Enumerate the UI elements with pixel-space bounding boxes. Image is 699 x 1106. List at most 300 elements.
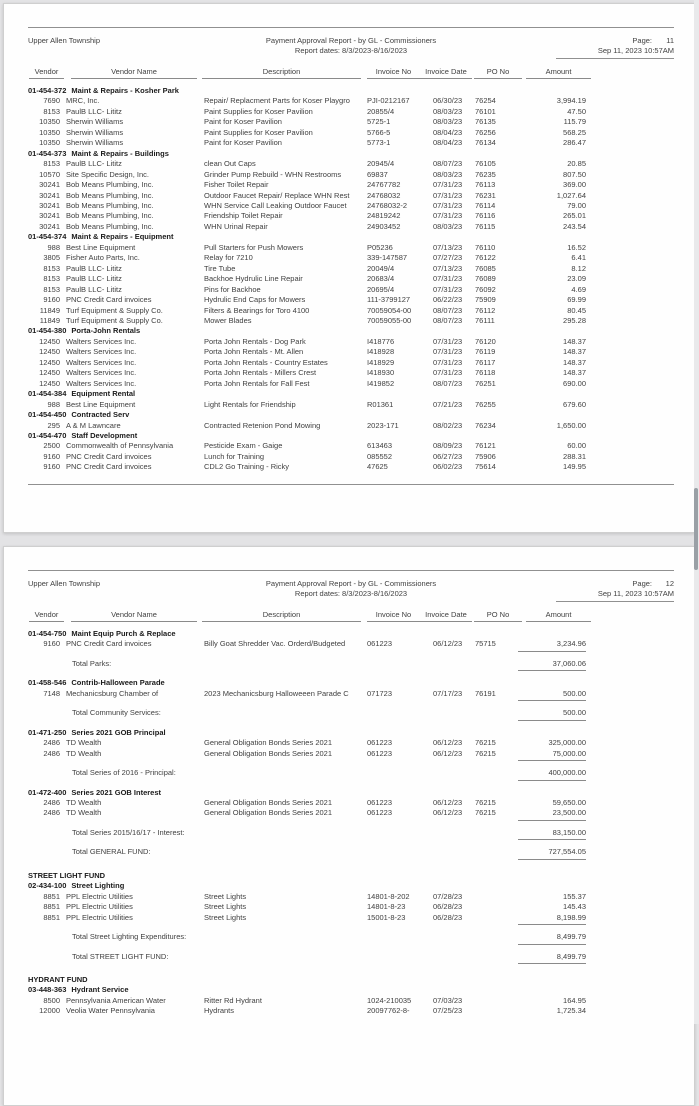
vendor-cell: 12450 bbox=[39, 378, 60, 388]
amount-cell: 690.00 bbox=[563, 378, 586, 388]
vendor-cell: 9160 bbox=[43, 639, 60, 649]
total-amount: 83,150.00 bbox=[518, 828, 586, 840]
invoice-date-cell: 06/02/23 bbox=[433, 462, 463, 472]
description-cell: Hydrants bbox=[204, 1006, 235, 1016]
amount-cell: 20.85 bbox=[567, 159, 586, 169]
col-vendor: Vendor bbox=[29, 65, 64, 79]
invoice-no-cell: 339-147587 bbox=[367, 253, 408, 263]
vendor-cell: 2486 bbox=[43, 808, 60, 818]
amount-cell: 500.00 bbox=[518, 689, 586, 701]
invoice-date-cell: 06/28/23 bbox=[433, 912, 463, 922]
po-no-cell: 76112 bbox=[475, 305, 496, 315]
invoice-no-cell: 24819242 bbox=[367, 211, 401, 221]
col-invoice-no: Invoice No bbox=[367, 65, 420, 79]
invoice-no-cell: 20097762-8- bbox=[367, 1006, 410, 1016]
report-body bbox=[28, 86, 674, 473]
invoice-date-cell: 06/12/23 bbox=[433, 639, 463, 649]
po-no-cell: 76135 bbox=[475, 117, 496, 127]
amount-cell: 3,234.96 bbox=[518, 639, 586, 651]
po-no-cell: 76089 bbox=[475, 274, 496, 284]
invoice-no-cell: 5766-5 bbox=[367, 127, 391, 137]
vendor-cell: 30241 bbox=[39, 190, 60, 200]
vendor-cell: 8153 bbox=[43, 263, 60, 273]
vendor-name-cell: PNC Credit Card invoices bbox=[66, 295, 152, 305]
vendor-cell: 988 bbox=[47, 399, 60, 409]
description-cell: Porta John Rentals - Dog Park bbox=[204, 336, 306, 346]
report-title: Payment Approval Report - by GL - Commissioners bbox=[265, 36, 437, 45]
amount-cell: 3,994.19 bbox=[556, 96, 586, 106]
vendor-cell: 11849 bbox=[39, 305, 60, 315]
vendor-cell: 8851 bbox=[43, 912, 60, 922]
po-no-cell: 76085 bbox=[475, 263, 496, 273]
table-row bbox=[28, 295, 674, 305]
table-row bbox=[28, 452, 674, 462]
vendor-name-cell: Mechanicsburg Chamber of bbox=[66, 688, 159, 698]
page-bottom-rule bbox=[28, 484, 674, 485]
table-row bbox=[28, 892, 674, 902]
amount-cell: 148.37 bbox=[563, 368, 586, 378]
vendor-name-cell: PaulB LLC- Lititz bbox=[66, 263, 122, 273]
po-no-cell: 76105 bbox=[475, 159, 496, 169]
invoice-date-cell: 06/30/23 bbox=[433, 96, 463, 106]
amount-cell: 325,000.00 bbox=[548, 738, 586, 748]
amount-cell: 295.28 bbox=[563, 315, 586, 325]
invoice-date-cell: 06/12/23 bbox=[433, 808, 463, 818]
section-header: 03-448-363 Hydrant Service bbox=[28, 985, 129, 995]
column-headers bbox=[28, 65, 674, 79]
description-cell: Grinder Pump Rebuild - WHN Restrooms bbox=[204, 169, 342, 179]
amount-cell: 164.95 bbox=[563, 995, 586, 1005]
table-row bbox=[28, 117, 674, 127]
description-cell: General Obligation Bonds Series 2021 bbox=[204, 748, 332, 758]
invoice-date-cell: 08/04/23 bbox=[433, 138, 463, 148]
invoice-date-cell: 08/03/23 bbox=[433, 221, 463, 231]
vendor-name-cell: PaulB LLC- Lititz bbox=[66, 274, 122, 284]
total-amount: 8,499.79 bbox=[518, 952, 586, 964]
table-row bbox=[28, 138, 674, 148]
col-po-no: PO No bbox=[474, 608, 522, 622]
vendor-cell: 10570 bbox=[39, 169, 60, 179]
invoice-no-cell: 70059055-00 bbox=[367, 315, 412, 325]
table-row bbox=[28, 306, 674, 316]
vendor-name-cell: Turf Equipment & Supply Co. bbox=[66, 315, 163, 325]
invoice-no-cell: 14801-8-23 bbox=[367, 902, 406, 912]
vendor-cell: 2486 bbox=[43, 797, 60, 807]
description-cell: General Obligation Bonds Series 2021 bbox=[204, 738, 332, 748]
vendor-cell: 12450 bbox=[39, 368, 60, 378]
table-row bbox=[28, 689, 674, 701]
table-row bbox=[28, 191, 674, 201]
vendor-name-cell: Bob Means Plumbing, Inc. bbox=[66, 221, 154, 231]
amount-cell: 148.37 bbox=[563, 336, 586, 346]
total-label: Total GENERAL FUND: bbox=[72, 847, 151, 857]
invoice-no-cell: 47625 bbox=[367, 462, 388, 472]
invoice-date-cell: 08/09/23 bbox=[433, 441, 463, 451]
fund-header: STREET LIGHT FUND bbox=[28, 870, 106, 880]
description-cell: Porta John Rentals for Fall Fest bbox=[204, 378, 310, 388]
table-row bbox=[28, 996, 674, 1006]
vendor-cell: 10350 bbox=[39, 127, 60, 137]
vendor-name-cell: MRC, Inc. bbox=[66, 96, 100, 106]
amount-cell: 288.31 bbox=[563, 451, 586, 461]
table-row bbox=[28, 159, 674, 169]
invoice-date-cell: 08/07/23 bbox=[433, 305, 463, 315]
amount-cell: 60.00 bbox=[567, 441, 586, 451]
total-amount: 37,060.06 bbox=[518, 659, 586, 671]
table-row bbox=[28, 347, 674, 357]
vendor-name-cell: PaulB LLC- Lititz bbox=[66, 284, 122, 294]
description-cell: Friendship Toilet Repair bbox=[204, 211, 283, 221]
vendor-cell: 2500 bbox=[43, 441, 60, 451]
vendor-cell: 8153 bbox=[43, 274, 60, 284]
amount-cell: 155.37 bbox=[563, 891, 586, 901]
table-row bbox=[28, 285, 674, 295]
invoice-date-cell: 06/28/23 bbox=[433, 902, 463, 912]
table-row bbox=[28, 358, 674, 368]
section-header: 01-454-374 Maint & Repairs - Equipment bbox=[28, 232, 174, 242]
invoice-date-cell: 08/07/23 bbox=[433, 315, 463, 325]
invoice-date-cell: 08/02/23 bbox=[433, 420, 463, 430]
invoice-no-cell: 061223 bbox=[367, 738, 393, 748]
vendor-cell: 8153 bbox=[43, 106, 60, 116]
amount-cell: 79.00 bbox=[567, 200, 586, 210]
description-cell: Ritter Rd Hydrant bbox=[204, 995, 262, 1005]
po-no-cell: 75614 bbox=[475, 462, 496, 472]
vendor-name-cell: PPL Electric Utilities bbox=[66, 912, 133, 922]
vendor-name-cell: Turf Equipment & Supply Co. bbox=[66, 305, 163, 315]
po-no-cell: 76115 bbox=[475, 221, 496, 231]
invoice-date-cell: 07/13/23 bbox=[433, 263, 463, 273]
po-no-cell: 76110 bbox=[475, 242, 496, 252]
vendor-name-cell: Best Line Equipment bbox=[66, 242, 136, 252]
scrollbar-track[interactable] bbox=[694, 0, 699, 1024]
description-cell: General Obligation Bonds Series 2021 bbox=[204, 797, 332, 807]
invoice-date-cell: 08/03/23 bbox=[433, 169, 463, 179]
vendor-cell: 12450 bbox=[39, 336, 60, 346]
total-amount: 400,000.00 bbox=[518, 768, 586, 780]
vendor-name-cell: TD Wealth bbox=[66, 797, 102, 807]
total-label: Total Street Lighting Expenditures: bbox=[72, 932, 187, 942]
description-cell: Repair/ Replacment Parts for Koser Playgro bbox=[204, 96, 350, 106]
invoice-no-cell: 70059054-00 bbox=[367, 305, 412, 315]
amount-cell: 80.45 bbox=[567, 305, 586, 315]
vendor-name-cell: PNC Credit Card invoices bbox=[66, 639, 152, 649]
vendor-cell: 12450 bbox=[39, 347, 60, 357]
vendor-cell: 2486 bbox=[43, 748, 60, 758]
table-row bbox=[28, 107, 674, 117]
vendor-name-cell: Walters Services Inc. bbox=[66, 378, 137, 388]
description-cell: Contracted Retenion Pond Mowing bbox=[204, 420, 321, 430]
invoice-no-cell: PJI-0212167 bbox=[367, 96, 410, 106]
amount-cell: 145.43 bbox=[563, 902, 586, 912]
vendor-name-cell: Best Line Equipment bbox=[66, 399, 136, 409]
po-no-cell: 76121 bbox=[475, 441, 496, 451]
invoice-date-cell: 07/31/23 bbox=[433, 347, 463, 357]
vendor-cell: 3805 bbox=[43, 253, 60, 263]
description-cell: Fisher Toilet Repair bbox=[204, 180, 269, 190]
po-no-cell bbox=[472, 996, 518, 1006]
section-header: 01-472-400 Series 2021 GOB Interest bbox=[28, 787, 162, 797]
vendor-name-cell: PNC Credit Card invoices bbox=[66, 462, 152, 472]
po-no-cell: 76235 bbox=[475, 169, 496, 179]
po-no-cell bbox=[472, 892, 518, 902]
vendor-name-cell: Commonwealth of Pennsylvania bbox=[66, 441, 174, 451]
description-cell: WHN Urinal Repair bbox=[204, 221, 268, 231]
invoice-date-cell: 06/27/23 bbox=[433, 451, 463, 461]
amount-cell: 75,000.00 bbox=[518, 749, 586, 761]
invoice-no-cell: I418928 bbox=[367, 347, 395, 357]
amount-cell: 23.09 bbox=[567, 274, 586, 284]
po-no-cell: 76101 bbox=[475, 106, 496, 116]
table-row bbox=[28, 222, 674, 232]
invoice-no-cell: 061223 bbox=[367, 808, 393, 818]
vendor-name-cell: TD Wealth bbox=[66, 808, 102, 818]
section-header: 01-454-380 Porta-John Rentals bbox=[28, 326, 141, 336]
invoice-date-cell: 07/03/23 bbox=[433, 995, 463, 1005]
description-cell: Paint Supplies for Koser Pavilion bbox=[204, 127, 313, 137]
vendor-name-cell: PPL Electric Utilities bbox=[66, 891, 133, 901]
amount-cell: 149.95 bbox=[563, 462, 586, 472]
total-label: Total STREET LIGHT FUND: bbox=[72, 951, 169, 961]
vendor-name-cell: PPL Electric Utilities bbox=[66, 902, 133, 912]
report-dates: Report dates: 8/3/2023-8/16/2023 bbox=[294, 589, 408, 598]
invoice-date-cell: 07/31/23 bbox=[433, 190, 463, 200]
section-header: 01-454-450 Contracted Serv bbox=[28, 410, 130, 420]
po-no-cell: 76111 bbox=[475, 315, 495, 325]
table-row bbox=[28, 170, 674, 180]
vendor-cell: 9160 bbox=[43, 295, 60, 305]
col-vendor-name: Vendor Name bbox=[71, 608, 197, 622]
invoice-date-cell: 08/07/23 bbox=[433, 378, 463, 388]
description-cell: Paint Supplies for Koser Pavilion bbox=[204, 106, 313, 116]
section-header: 01-454-373 Maint & Repairs - Buildings bbox=[28, 148, 169, 158]
invoice-date-cell: 07/31/23 bbox=[433, 200, 463, 210]
po-no-cell: 76231 bbox=[475, 190, 496, 200]
amount-cell: 148.37 bbox=[563, 347, 586, 357]
table-row bbox=[28, 337, 674, 347]
page-number: Page: 12 bbox=[632, 579, 675, 588]
total-row bbox=[28, 847, 674, 859]
vendor-cell: 8153 bbox=[43, 159, 60, 169]
amount-cell: 679.60 bbox=[563, 399, 586, 409]
invoice-date-cell: 06/12/23 bbox=[433, 738, 463, 748]
description-cell: Porta John Rentals - Country Estates bbox=[204, 357, 328, 367]
page-top-rule bbox=[28, 27, 674, 28]
vendor-name-cell: Veolia Water Pennsylvania bbox=[66, 1006, 155, 1016]
total-row bbox=[28, 932, 674, 944]
po-no-cell: 76191 bbox=[475, 688, 496, 698]
total-label: Total Series of 2016 - Principal: bbox=[72, 768, 176, 778]
vendor-name-cell: Bob Means Plumbing, Inc. bbox=[66, 211, 154, 221]
report-page-12 bbox=[3, 546, 695, 1106]
invoice-no-cell: 24903452 bbox=[367, 221, 401, 231]
invoice-date-cell: 07/31/23 bbox=[433, 357, 463, 367]
section-header: 01-458-546 Contrib-Halloween Parade bbox=[28, 678, 165, 688]
table-row bbox=[28, 201, 674, 211]
amount-cell: 59,650.00 bbox=[552, 797, 586, 807]
description-cell: General Obligation Bonds Series 2021 bbox=[204, 808, 332, 818]
description-cell: Relay for 7210 bbox=[204, 253, 253, 263]
print-timestamp: Sep 11, 2023 10:57AM bbox=[597, 589, 675, 598]
section-header: 01-471-250 Series 2021 GOB Principal bbox=[28, 727, 166, 737]
total-row bbox=[28, 768, 674, 780]
amount-cell: 568.25 bbox=[563, 127, 586, 137]
invoice-date-cell: 06/12/23 bbox=[433, 797, 463, 807]
fund-header: HYDRANT FUND bbox=[28, 974, 88, 984]
amount-cell: 23,500.00 bbox=[518, 808, 586, 820]
table-row bbox=[28, 368, 674, 378]
amount-cell: 8.12 bbox=[571, 263, 586, 273]
table-row bbox=[28, 798, 674, 808]
table-row bbox=[28, 400, 674, 410]
amount-cell: 369.00 bbox=[563, 180, 586, 190]
amount-cell: 16.52 bbox=[567, 242, 586, 252]
vendor-name-cell: Bob Means Plumbing, Inc. bbox=[66, 200, 154, 210]
col-vendor-name: Vendor Name bbox=[71, 65, 197, 79]
invoice-no-cell: 20945/4 bbox=[367, 159, 395, 169]
header-right-rule bbox=[556, 601, 674, 602]
vendor-cell: 10350 bbox=[39, 117, 60, 127]
po-no-cell: 76256 bbox=[475, 127, 496, 137]
po-no-cell: 76234 bbox=[475, 420, 496, 430]
po-no-cell: 76122 bbox=[475, 253, 496, 263]
total-row bbox=[28, 708, 674, 720]
table-row bbox=[28, 128, 674, 138]
po-no-cell: 76092 bbox=[475, 284, 496, 294]
invoice-date-cell: 07/31/23 bbox=[433, 180, 463, 190]
col-invoice-date: Invoice Date bbox=[420, 608, 472, 622]
invoice-no-cell: R01361 bbox=[367, 399, 394, 409]
vendor-name-cell: PNC Credit Card invoices bbox=[66, 451, 152, 461]
amount-cell: 4.69 bbox=[571, 284, 586, 294]
col-po-no: PO No bbox=[474, 65, 522, 79]
table-row bbox=[28, 253, 674, 263]
table-row bbox=[28, 379, 674, 389]
invoice-no-cell: 2023-171 bbox=[367, 420, 399, 430]
invoice-date-cell: 06/22/23 bbox=[433, 295, 463, 305]
invoice-no-cell: 061223 bbox=[367, 797, 393, 807]
invoice-date-cell: 08/04/23 bbox=[433, 127, 463, 137]
invoice-date-cell: 08/03/23 bbox=[433, 106, 463, 116]
invoice-no-cell: 15001-8-23 bbox=[367, 912, 406, 922]
amount-cell: 47.50 bbox=[567, 106, 586, 116]
total-label: Total Series 2015/16/17 - Interest: bbox=[72, 827, 185, 837]
table-row bbox=[28, 462, 674, 472]
invoice-no-cell: 24768032-2 bbox=[367, 200, 408, 210]
invoice-no-cell: 061223 bbox=[367, 639, 393, 649]
description-cell: Light Rentals for Friendship bbox=[204, 399, 296, 409]
vendor-name-cell: Bob Means Plumbing, Inc. bbox=[66, 190, 154, 200]
table-row bbox=[28, 913, 674, 925]
description-cell: Paint for Koser Pavilion bbox=[204, 138, 282, 148]
amount-cell: 69.99 bbox=[567, 295, 586, 305]
po-no-cell: 76255 bbox=[475, 399, 496, 409]
vendor-cell: 2486 bbox=[43, 738, 60, 748]
report-body bbox=[28, 629, 674, 1017]
invoice-date-cell: 07/25/23 bbox=[433, 1006, 463, 1016]
description-cell: Outdoor Faucet Repair/ Replace WHN Rest bbox=[204, 190, 350, 200]
invoice-no-cell: 20683/4 bbox=[367, 274, 395, 284]
description-cell: Street Lights bbox=[204, 902, 247, 912]
total-row bbox=[28, 659, 674, 671]
vendor-name-cell: PaulB LLC- Lititz bbox=[66, 159, 122, 169]
invoice-date-cell: 08/03/23 bbox=[433, 117, 463, 127]
vendor-name-cell: A & M Lawncare bbox=[66, 420, 121, 430]
table-row bbox=[28, 749, 674, 761]
invoice-date-cell: 06/12/23 bbox=[433, 748, 463, 758]
invoice-no-cell: 14801-8-202 bbox=[367, 891, 410, 901]
description-cell: clean Out Caps bbox=[204, 159, 256, 169]
vendor-cell: 30241 bbox=[39, 180, 60, 190]
po-no-cell bbox=[472, 902, 518, 912]
scrollbar-thumb[interactable] bbox=[694, 488, 698, 570]
vendor-name-cell: Bob Means Plumbing, Inc. bbox=[66, 180, 154, 190]
vendor-cell: 10350 bbox=[39, 138, 60, 148]
vendor-name-cell: Sherwin Williams bbox=[66, 127, 124, 137]
description-cell: Mower Blades bbox=[204, 315, 252, 325]
description-cell: WHN Service Call Leaking Outdoor Faucet bbox=[204, 200, 347, 210]
invoice-no-cell: I418776 bbox=[367, 336, 395, 346]
invoice-date-cell: 07/28/23 bbox=[433, 891, 463, 901]
amount-cell: 1,725.34 bbox=[556, 1006, 586, 1016]
invoice-no-cell: 613463 bbox=[367, 441, 393, 451]
vendor-cell: 8851 bbox=[43, 902, 60, 912]
description-cell: Street Lights bbox=[204, 891, 247, 901]
col-vendor: Vendor bbox=[29, 608, 64, 622]
report-page-11 bbox=[3, 3, 695, 533]
invoice-date-cell: 08/07/23 bbox=[433, 159, 463, 169]
vendor-name-cell: Sherwin Williams bbox=[66, 117, 124, 127]
vendor-name-cell: Walters Services Inc. bbox=[66, 336, 137, 346]
print-timestamp: Sep 11, 2023 10:57AM bbox=[597, 46, 675, 55]
col-description: Description bbox=[202, 65, 361, 79]
description-cell: Tire Tube bbox=[204, 263, 236, 273]
vendor-cell: 12450 bbox=[39, 357, 60, 367]
po-no-cell: 76114 bbox=[475, 200, 496, 210]
amount-cell: 243.54 bbox=[563, 221, 586, 231]
invoice-no-cell: I419852 bbox=[367, 378, 395, 388]
report-company: Upper Allen Township bbox=[28, 579, 100, 588]
table-row bbox=[28, 808, 674, 820]
invoice-date-cell: 07/17/23 bbox=[433, 688, 463, 698]
total-amount: 500.00 bbox=[518, 708, 586, 720]
vendor-name-cell: Walters Services Inc. bbox=[66, 368, 137, 378]
po-no-cell: 75909 bbox=[475, 295, 496, 305]
po-no-cell bbox=[472, 1006, 518, 1016]
invoice-no-cell: 24767782 bbox=[367, 180, 401, 190]
amount-cell: 115.79 bbox=[563, 117, 586, 127]
amount-cell: 1,650.00 bbox=[556, 420, 586, 430]
po-no-cell bbox=[472, 913, 518, 925]
total-amount: 8,499.79 bbox=[518, 932, 586, 944]
page-number: Page: 11 bbox=[632, 36, 675, 45]
table-row bbox=[28, 441, 674, 451]
vendor-name-cell: Fisher Auto Parts, Inc. bbox=[66, 253, 140, 263]
po-no-cell: 76113 bbox=[475, 180, 496, 190]
invoice-date-cell: 07/31/23 bbox=[433, 211, 463, 221]
amount-cell: 8,198.99 bbox=[518, 913, 586, 925]
invoice-no-cell: 111-3799127 bbox=[367, 295, 411, 305]
section-header: 01-454-470 Staff Development bbox=[28, 430, 138, 440]
po-no-cell: 76251 bbox=[475, 378, 496, 388]
description-cell: Lunch for Training bbox=[204, 451, 265, 461]
vendor-name-cell: Pennsylvania American Water bbox=[66, 995, 166, 1005]
invoice-no-cell: 20695/4 bbox=[367, 284, 395, 294]
table-row bbox=[28, 96, 674, 106]
column-headers bbox=[28, 608, 674, 622]
vendor-cell: 295 bbox=[47, 420, 60, 430]
table-row bbox=[28, 316, 674, 326]
